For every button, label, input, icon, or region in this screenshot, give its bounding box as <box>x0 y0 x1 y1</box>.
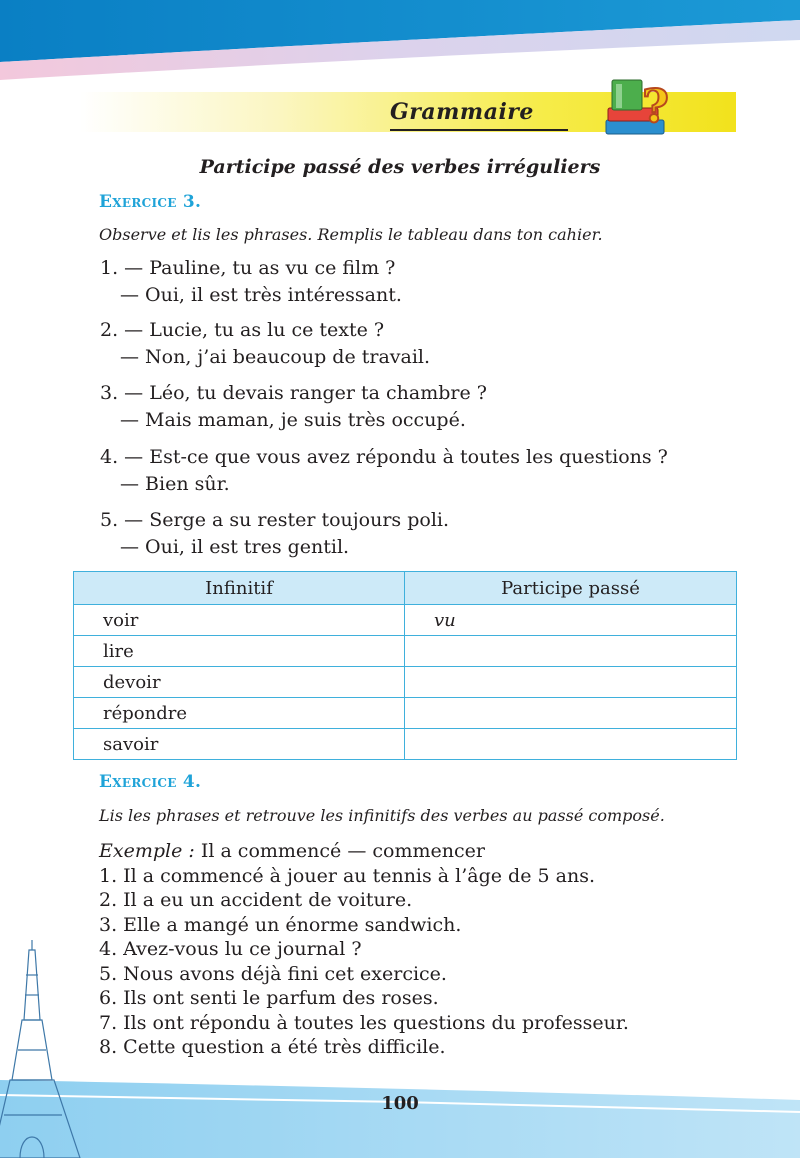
exercise-4-word: Exercice <box>99 772 177 792</box>
table-row <box>74 636 737 667</box>
dialogue-reply: — Bien sûr. <box>120 473 230 495</box>
dialogue-4 <box>100 444 668 498</box>
table-header-row <box>74 572 737 605</box>
participle-cell <box>405 698 737 729</box>
table-row <box>74 667 737 698</box>
infinitive-cell: savoir <box>74 729 405 760</box>
participle-cell <box>405 729 737 760</box>
exercise-3-number: 3. <box>182 192 202 212</box>
exercise-3-instruction: Observe et lis les phrases. Remplis le tableau dans ton cahier. <box>99 225 603 244</box>
dialogue-reply: — Mais maman, je suis très occupé. <box>120 409 466 431</box>
dialogue-line: 1. — Pauline, tu as vu ce film ? <box>100 257 396 279</box>
participle-cell <box>405 636 737 667</box>
example-text: Il a commencé — commencer <box>194 840 485 862</box>
column-header-infinitif: Infinitif <box>74 572 405 605</box>
dialogue-line: 5. — Serge a su rester toujours poli. <box>100 509 450 531</box>
dialogue-1 <box>100 255 402 309</box>
infinitive-cell: devoir <box>74 667 405 698</box>
exercise-3-word: Exercice <box>99 192 177 212</box>
eiffel-tower-icon <box>0 930 90 1158</box>
dialogue-3 <box>100 380 487 434</box>
infinitive-cell: répondre <box>74 698 405 729</box>
dialogue-reply: — Oui, il est tres gentil. <box>120 536 350 558</box>
list-item: 4. Avez-vous lu ce journal ? <box>99 938 362 960</box>
top-banner <box>0 0 800 90</box>
section-title: Grammaire <box>390 99 534 125</box>
section-title-underline <box>390 129 568 131</box>
book-question-icon <box>598 70 678 150</box>
dialogue-reply: — Oui, il est très intéressant. <box>120 284 402 306</box>
participle-cell: vu <box>405 605 737 636</box>
infinitive-cell: voir <box>74 605 405 636</box>
exercise-3-heading <box>99 192 201 212</box>
list-item: 8. Cette question a été très difficile. <box>99 1036 446 1058</box>
example-label: Exemple : <box>99 840 195 862</box>
list-item: 5. Nous avons déjà fini cet exercice. <box>99 962 447 985</box>
svg-text:?: ? <box>642 79 669 133</box>
list-item: 3. Elle a mangé un énorme sandwich. <box>99 913 462 936</box>
exercise-4-sentences <box>99 839 629 1060</box>
list-item: 7. Ils ont répondu à toutes les questions du professeur. <box>99 1011 629 1034</box>
lesson-subtitle: Participe passé des verbes irréguliers <box>199 156 601 178</box>
dialogue-line: 4. — Est-ce que vous avez répondu à toutes les questions ? <box>100 446 668 468</box>
table-row <box>74 605 737 636</box>
list-item: 1. Il a commencé à jouer au tennis à l’âge de 5 ans. <box>99 864 595 887</box>
dialogue-2 <box>100 317 430 371</box>
dialogue-5 <box>100 507 449 561</box>
dialogue-reply: — Non, j’ai beaucoup de travail. <box>120 346 431 368</box>
exercise-4-instruction: Lis les phrases et retrouve les infinitifs des verbes au passé composé. <box>99 806 665 825</box>
list-item: 2. Il a eu un accident de voiture. <box>99 889 413 911</box>
infinitive-cell: lire <box>74 636 405 667</box>
page-number: 100 <box>381 1093 419 1114</box>
dialogue-line: 3. — Léo, tu devais ranger ta chambre ? <box>100 382 487 404</box>
column-header-participe: Participe passé <box>405 572 737 605</box>
participle-table <box>73 571 737 760</box>
exercise-4-number: 4. <box>182 772 202 792</box>
dialogue-line: 2. — Lucie, tu as lu ce texte ? <box>100 319 385 341</box>
exercise-4-heading <box>99 772 201 792</box>
participle-cell <box>405 667 737 698</box>
table-row <box>74 729 737 760</box>
list-item: 6. Ils ont senti le parfum des roses. <box>99 987 439 1009</box>
example-line <box>99 839 629 864</box>
table-row <box>74 698 737 729</box>
